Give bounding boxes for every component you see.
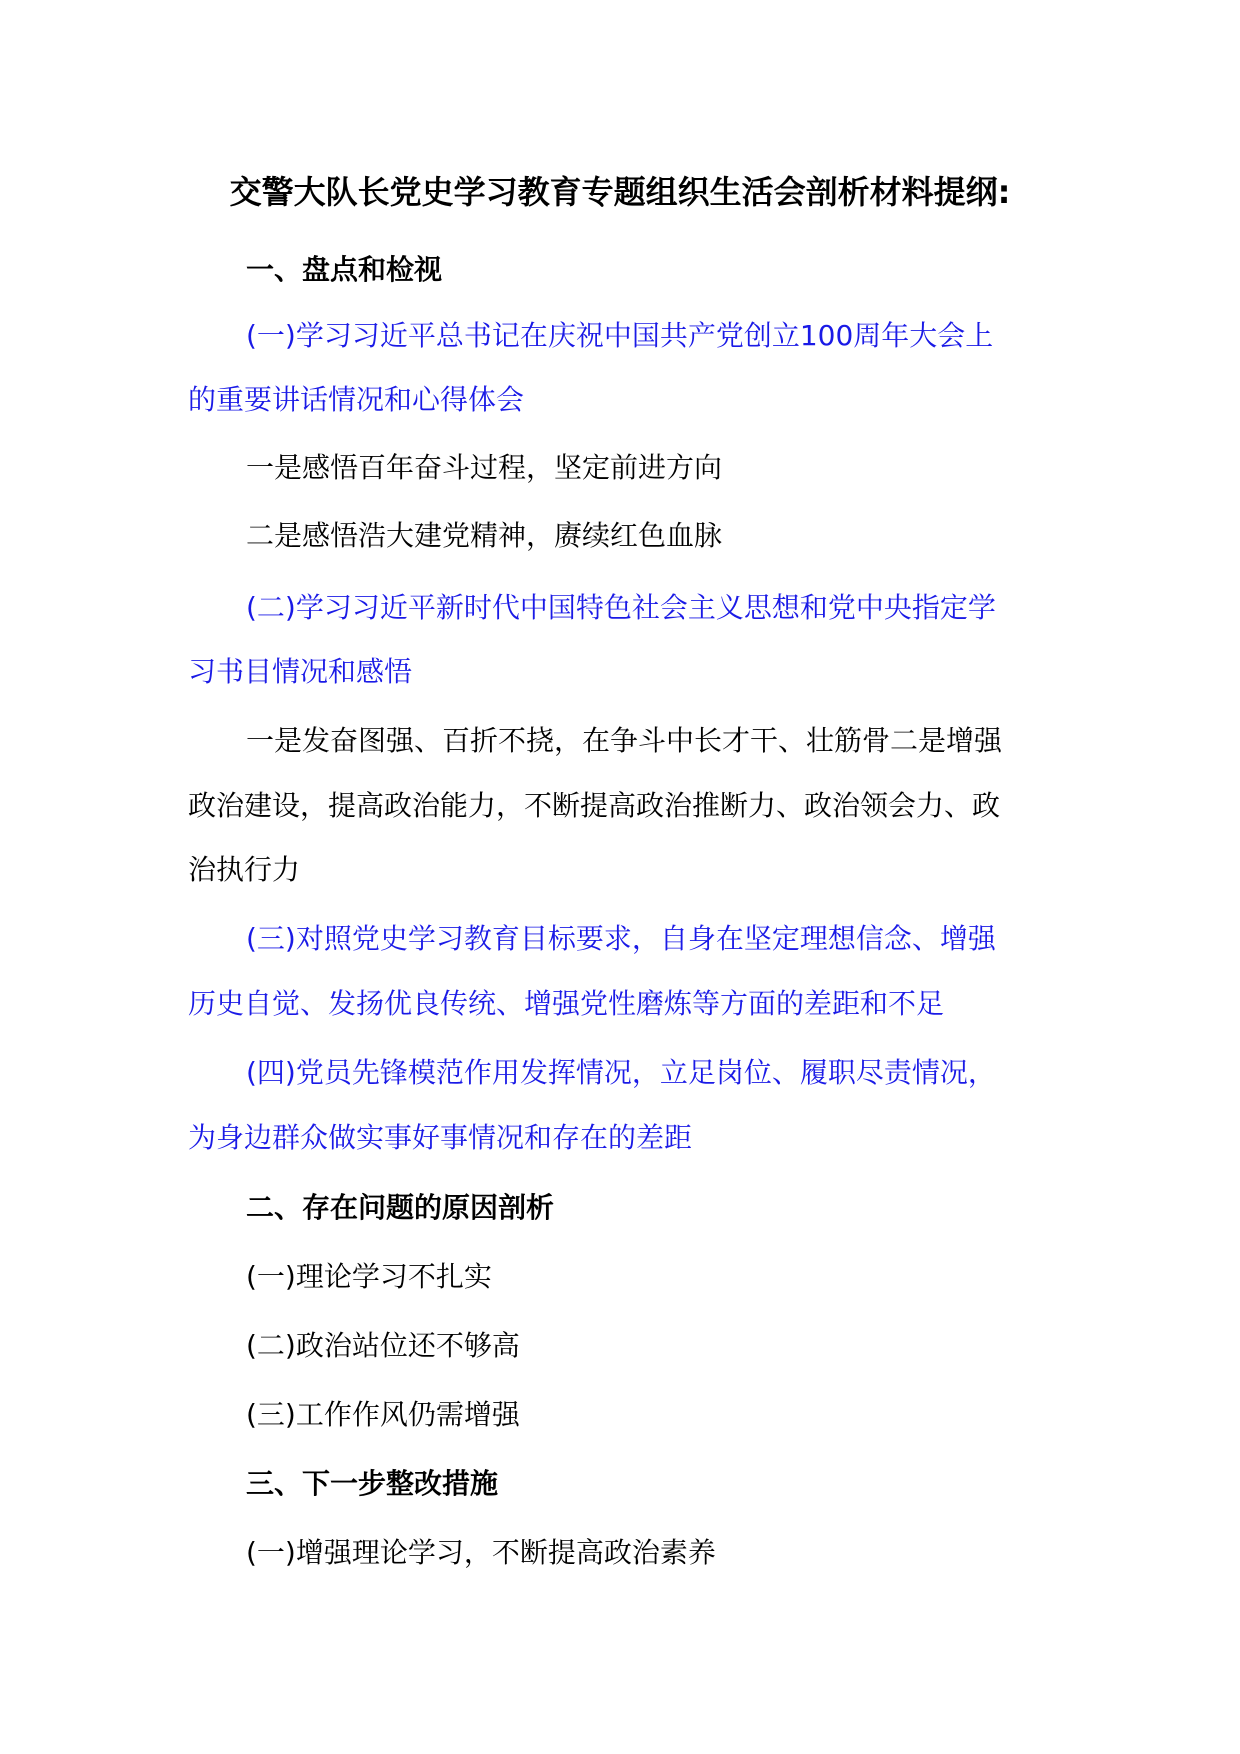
section-1-item-4-line-1: (四)党员先锋模范作用发挥情况，立足岗位、履职尽责情况， — [246, 1056, 996, 1089]
section-1-item-1-line-2: 的重要讲话情况和心得体会 — [188, 383, 525, 416]
section-1-item-2-line-2: 习书目情况和感悟 — [188, 655, 413, 688]
section-1-point-1: 一是感悟百年奋斗过程，坚定前进方向 — [246, 451, 723, 484]
section-1-heading: 一、盘点和检视 — [246, 253, 443, 286]
section-2-heading: 二、存在问题的原因剖析 — [246, 1191, 555, 1224]
section-1-item-3-line-2: 历史自觉、发扬优良传统、增强党性磨炼等方面的差距和不足 — [188, 987, 945, 1020]
section-1-item-1-line-1: (一)学习习近平总书记在庆祝中国共产党创立100周年大会上 — [246, 319, 994, 352]
section-1-item-4-line-2: 为身边群众做实事好事情况和存在的差距 — [188, 1121, 693, 1154]
section-1-item-2-line-1: (二)学习习近平新时代中国特色社会主义思想和党中央指定学 — [246, 591, 996, 624]
section-1-paragraph-line-1: 一是发奋图强、百折不挠，在争斗中长才干、壮筋骨二是增强 — [246, 724, 1003, 757]
section-2-item-3: (三)工作作风仍需增强 — [246, 1398, 520, 1431]
section-3-heading: 三、下一步整改措施 — [246, 1467, 499, 1500]
document-title: 交警大队长党史学习教育专题组织生活会剖析材料提纲: — [229, 173, 1011, 211]
section-3-item-1: (一)增强理论学习，不断提高政治素养 — [246, 1536, 716, 1569]
section-1-point-2: 二是感悟浩大建党精神，赓续红色血脉 — [246, 519, 723, 552]
section-1-paragraph-line-3: 治执行力 — [188, 853, 301, 886]
section-1-paragraph-line-2: 政治建设，提高政治能力，不断提高政治推断力、政治领会力、政 — [188, 789, 1001, 822]
section-2-item-2: (二)政治站位还不够高 — [246, 1329, 520, 1362]
section-2-item-1: (一)理论学习不扎实 — [246, 1260, 492, 1293]
section-1-item-3-line-1: (三)对照党史学习教育目标要求，自身在坚定理想信念、增强 — [246, 922, 996, 955]
